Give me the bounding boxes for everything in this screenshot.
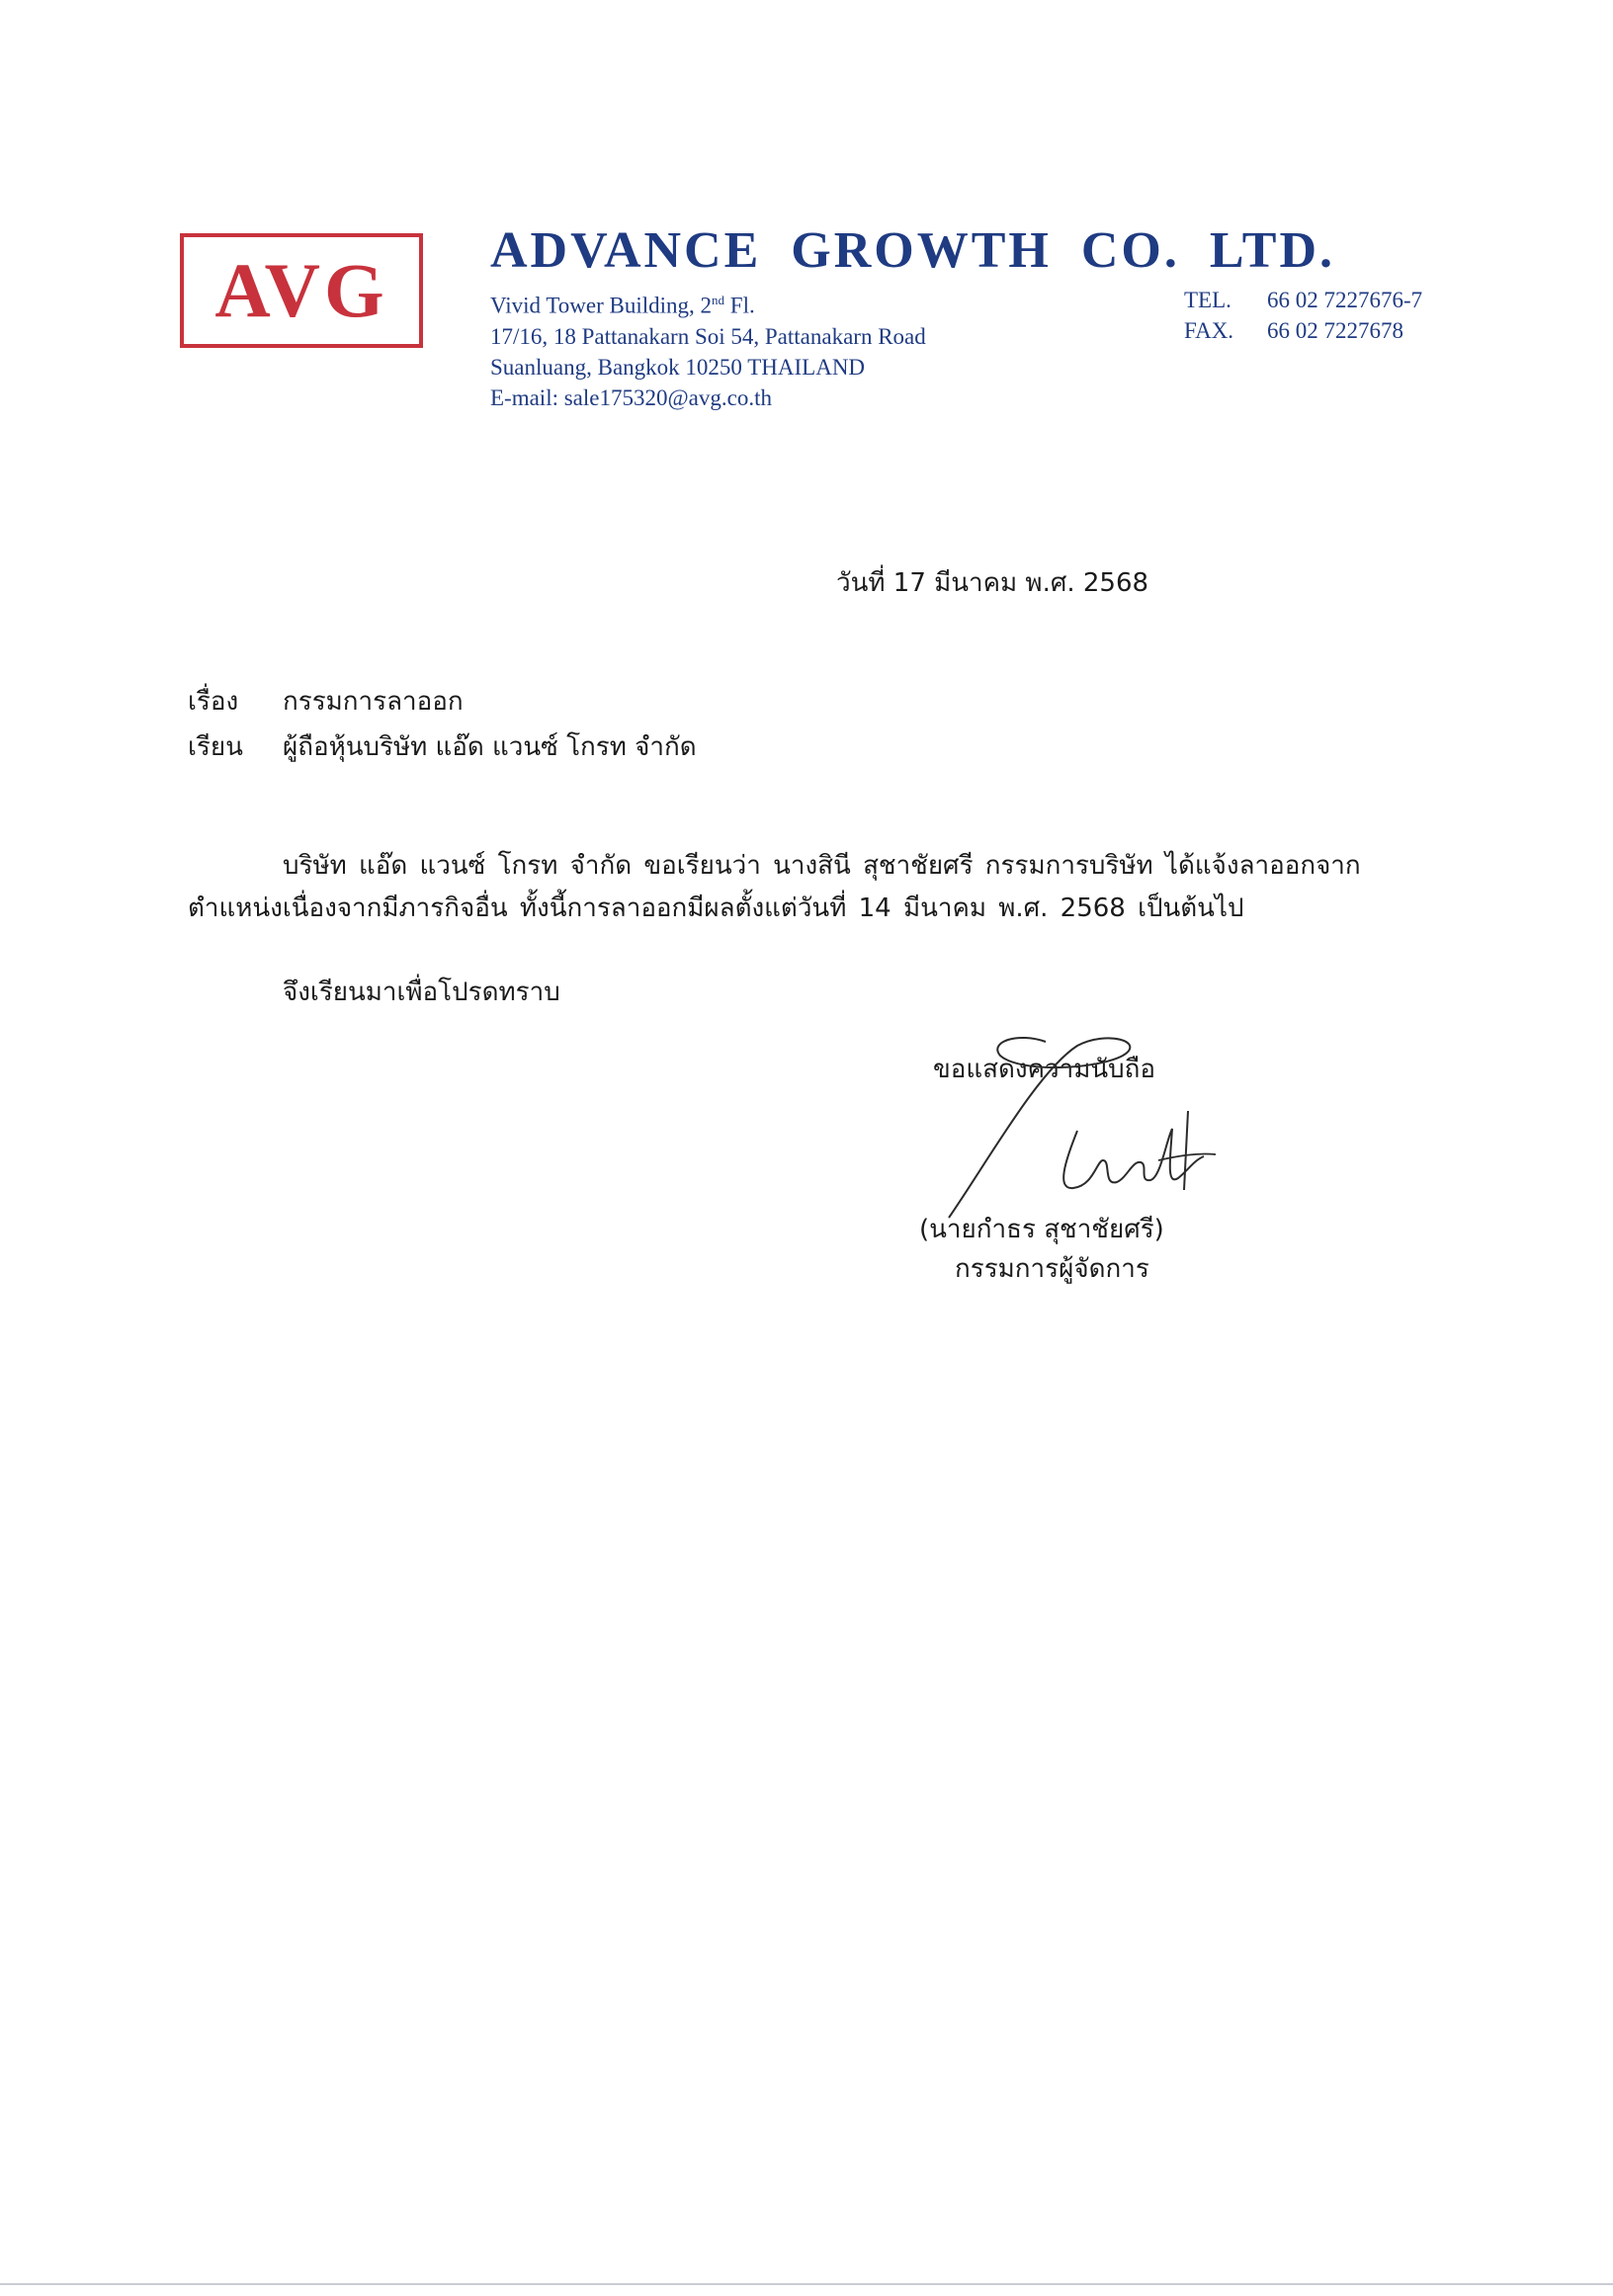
body-paragraph-line-1: บริษัท แอ๊ด แวนซ์ โกรท จำกัด ขอเรียนว่า นางสินี สุชาชัยศรี กรรมการบริษัท ได้แจ้งลาออกจาก [283, 851, 1361, 881]
company-contact [1184, 285, 1422, 346]
company-address [490, 285, 926, 413]
address-line-1: Vivid Tower Building, 2nd Fl. [490, 293, 755, 318]
page-bottom-divider [0, 2283, 1613, 2285]
recipient-value: ผู้ถือหุ้นบริษัท แอ๊ด แวนซ์ โกรท จำกัด [283, 732, 697, 762]
address-line-2: 17/16, 18 Pattanakarn Soi 54, Pattanakarn Road [490, 323, 926, 349]
subject-label: เรื่อง [188, 687, 239, 717]
closing-line: จึงเรียนมาเพื่อโปรดทราบ [283, 978, 560, 1007]
signer-name: (นายกำธร สุชาชัยศรี) [919, 1215, 1164, 1244]
fax-value: 66 02 7227678 [1267, 318, 1403, 343]
signer-title: กรรมการผู้จัดการ [955, 1254, 1149, 1284]
company-logo [180, 233, 423, 348]
tel-row [1184, 285, 1422, 315]
logo-text: AVG [214, 247, 388, 333]
company-email: E-mail: sale175320@avg.co.th [490, 384, 772, 410]
fax-row [1184, 315, 1422, 346]
letter-date: วันที่ 17 มีนาคม พ.ศ. 2568 [836, 568, 1149, 598]
recipient-label: เรียน [188, 732, 243, 762]
signoff: ขอแสดงความนับถือ [933, 1055, 1155, 1084]
address-line-3: Suanluang, Bangkok 10250 THAILAND [490, 354, 866, 380]
tel-label: TEL. [1184, 288, 1231, 312]
subject-value: กรรมการลาออก [283, 687, 464, 717]
tel-value: 66 02 7227676-7 [1267, 288, 1423, 312]
fax-label: FAX. [1184, 318, 1234, 343]
company-name: ADVANCE GROWTH CO. LTD. [490, 222, 1336, 279]
body-paragraph-line-2: ตำแหน่งเนื่องจากมีภารกิจอื่น ทั้งนี้การลาออกมีผลตั้งแต่วันที่ 14 มีนาคม พ.ศ. 2568 เป็นต้นไป [188, 893, 1244, 923]
